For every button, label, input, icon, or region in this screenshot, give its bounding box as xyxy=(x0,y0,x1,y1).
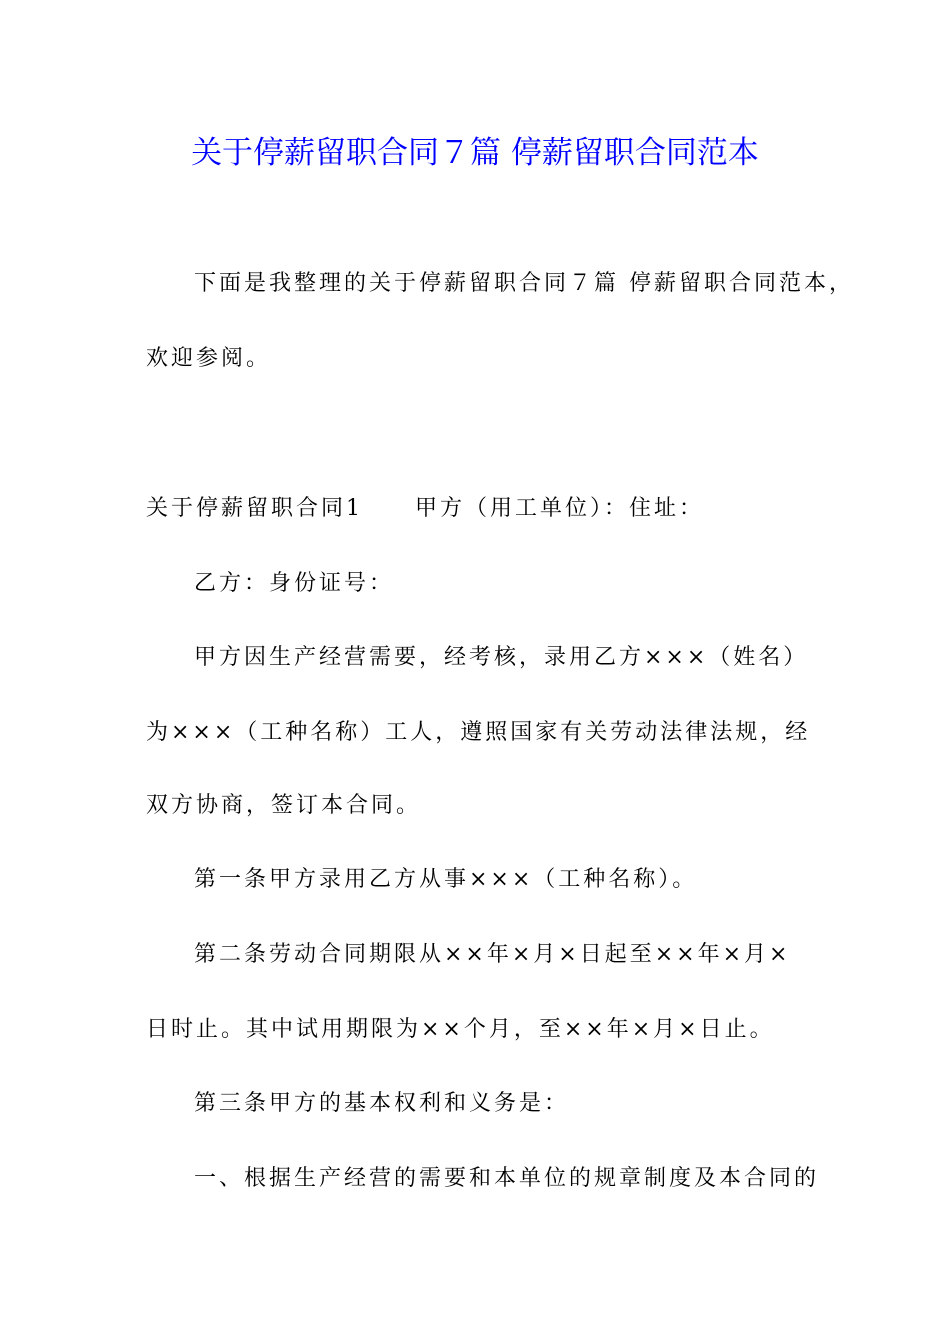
party-b-field: 乙方：身份证号： xyxy=(194,571,395,596)
paragraph-1-line-2: 为×××（工种名称）工人，遵照国家有关劳动法律法规，经 xyxy=(146,720,811,745)
section-heading: 关于停薪留职合同1 xyxy=(146,496,363,521)
article-2-line-1: 第二条劳动合同期限从××年×月×日起至××年×月× xyxy=(194,942,791,967)
article-3-item-1: 一、根据生产经营的需要和本单位的规章制度及本合同的 xyxy=(194,1166,820,1191)
paragraph-1-line-1: 甲方因生产经营需要，经考核，录用乙方×××（姓名） xyxy=(194,645,809,670)
document-title: 关于停薪留职合同７篇 停薪留职合同范本 xyxy=(191,135,759,171)
section-heading-line xyxy=(146,489,826,529)
intro-line-2: 欢迎参阅。 xyxy=(146,346,272,371)
article-2-line-2: 日时止。其中试用期限为××个月，至××年×月×日止。 xyxy=(146,1017,775,1042)
party-a-field: 甲方（用工单位）：住址： xyxy=(415,496,705,521)
intro-line-1: 下面是我整理的关于停薪留职合同７篇 停薪留职合同范本， xyxy=(194,271,854,296)
article-3: 第三条甲方的基本权利和义务是： xyxy=(194,1091,570,1116)
paragraph-1-line-3: 双方协商，签订本合同。 xyxy=(146,793,422,818)
article-1: 第一条甲方录用乙方从事×××（工种名称）。 xyxy=(194,867,698,892)
